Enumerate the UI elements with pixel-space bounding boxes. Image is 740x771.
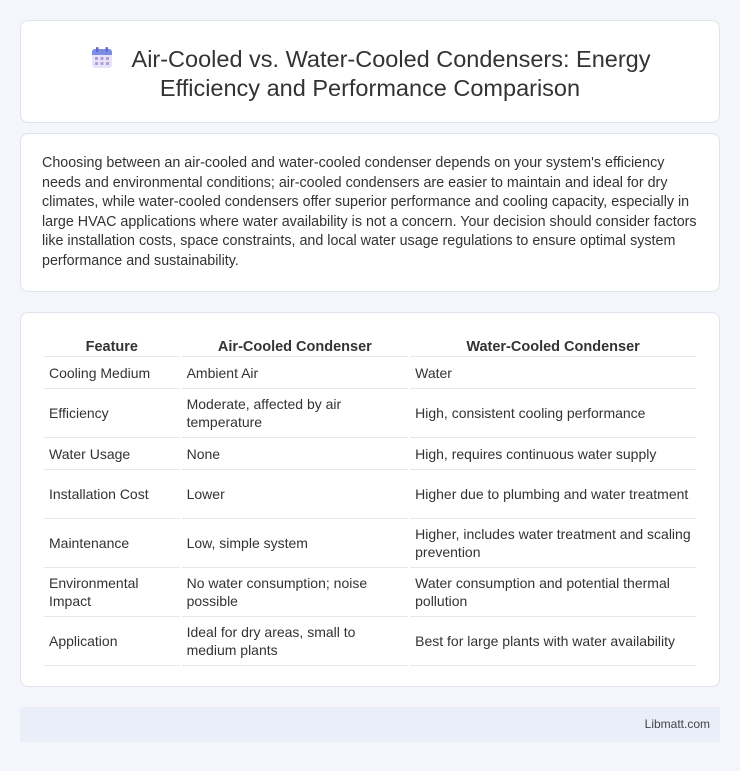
- air-cooled-cell: Low, simple system: [182, 519, 409, 568]
- table-row: [44, 357, 696, 389]
- table-row: [44, 438, 696, 470]
- header-water-cooled: Water-Cooled Condenser: [410, 335, 696, 357]
- air-cooled-cell: Ideal for dry areas, small to medium plants: [182, 617, 409, 666]
- feature-cell: Cooling Medium: [44, 357, 180, 389]
- feature-cell: Environmental Impact: [44, 568, 180, 617]
- table-row: [44, 519, 696, 568]
- feature-cell: Maintenance: [44, 519, 180, 568]
- calendar-icon: [90, 46, 114, 70]
- table-row: [44, 389, 696, 438]
- water-cooled-cell: Higher, includes water treatment and scaling prevention: [410, 519, 696, 568]
- header-feature: Feature: [44, 335, 180, 357]
- water-cooled-cell: High, requires continuous water supply: [410, 438, 696, 470]
- feature-cell: Application: [44, 617, 180, 666]
- feature-cell: Installation Cost: [44, 470, 180, 519]
- page-title-wrap: [21, 45, 719, 103]
- comparison-table: [42, 335, 698, 666]
- air-cooled-cell: None: [182, 438, 409, 470]
- water-cooled-cell: Higher due to plumbing and water treatment: [410, 470, 696, 519]
- air-cooled-cell: No water consumption; noise possible: [182, 568, 409, 617]
- air-cooled-cell: Ambient Air: [182, 357, 409, 389]
- footer-brand: Libmatt.com: [644, 717, 710, 731]
- air-cooled-cell: Lower: [182, 470, 409, 519]
- water-cooled-cell: Water: [410, 357, 696, 389]
- water-cooled-cell: Water consumption and potential thermal pollution: [410, 568, 696, 617]
- title-card: [20, 20, 720, 123]
- air-cooled-cell: Moderate, affected by air temperature: [182, 389, 409, 438]
- water-cooled-cell: Best for large plants with water availability: [410, 617, 696, 666]
- table-row: [44, 568, 696, 617]
- table-row: [44, 617, 696, 666]
- header-air-cooled: Air-Cooled Condenser: [182, 335, 409, 357]
- comparison-table-card: [20, 312, 720, 687]
- footer-bar: [20, 707, 720, 742]
- table-row: [44, 470, 696, 519]
- page-title: Air-Cooled vs. Water-Cooled Condensers: Energy Efficiency and Performance Comparison: [131, 46, 651, 101]
- feature-cell: Efficiency: [44, 389, 180, 438]
- table-header-row: [44, 335, 696, 357]
- feature-cell: Water Usage: [44, 438, 180, 470]
- intro-paragraph: Choosing between an air-cooled and water-cooled condenser depends on your system's efficiency needs and environmental conditions; air-cooled condensers are easier to maintain and ideal for dry climates, while water-cooled condensers offer superior performance and cooling capacity, especially in large HVAC applications where water availability is not a concern. Your decision should consider factors like installation costs, space constraints, and local water usage regulations to ensure optimal system performance and sustainability.: [42, 155, 697, 269]
- water-cooled-cell: High, consistent cooling performance: [410, 389, 696, 438]
- intro-card: [20, 133, 720, 292]
